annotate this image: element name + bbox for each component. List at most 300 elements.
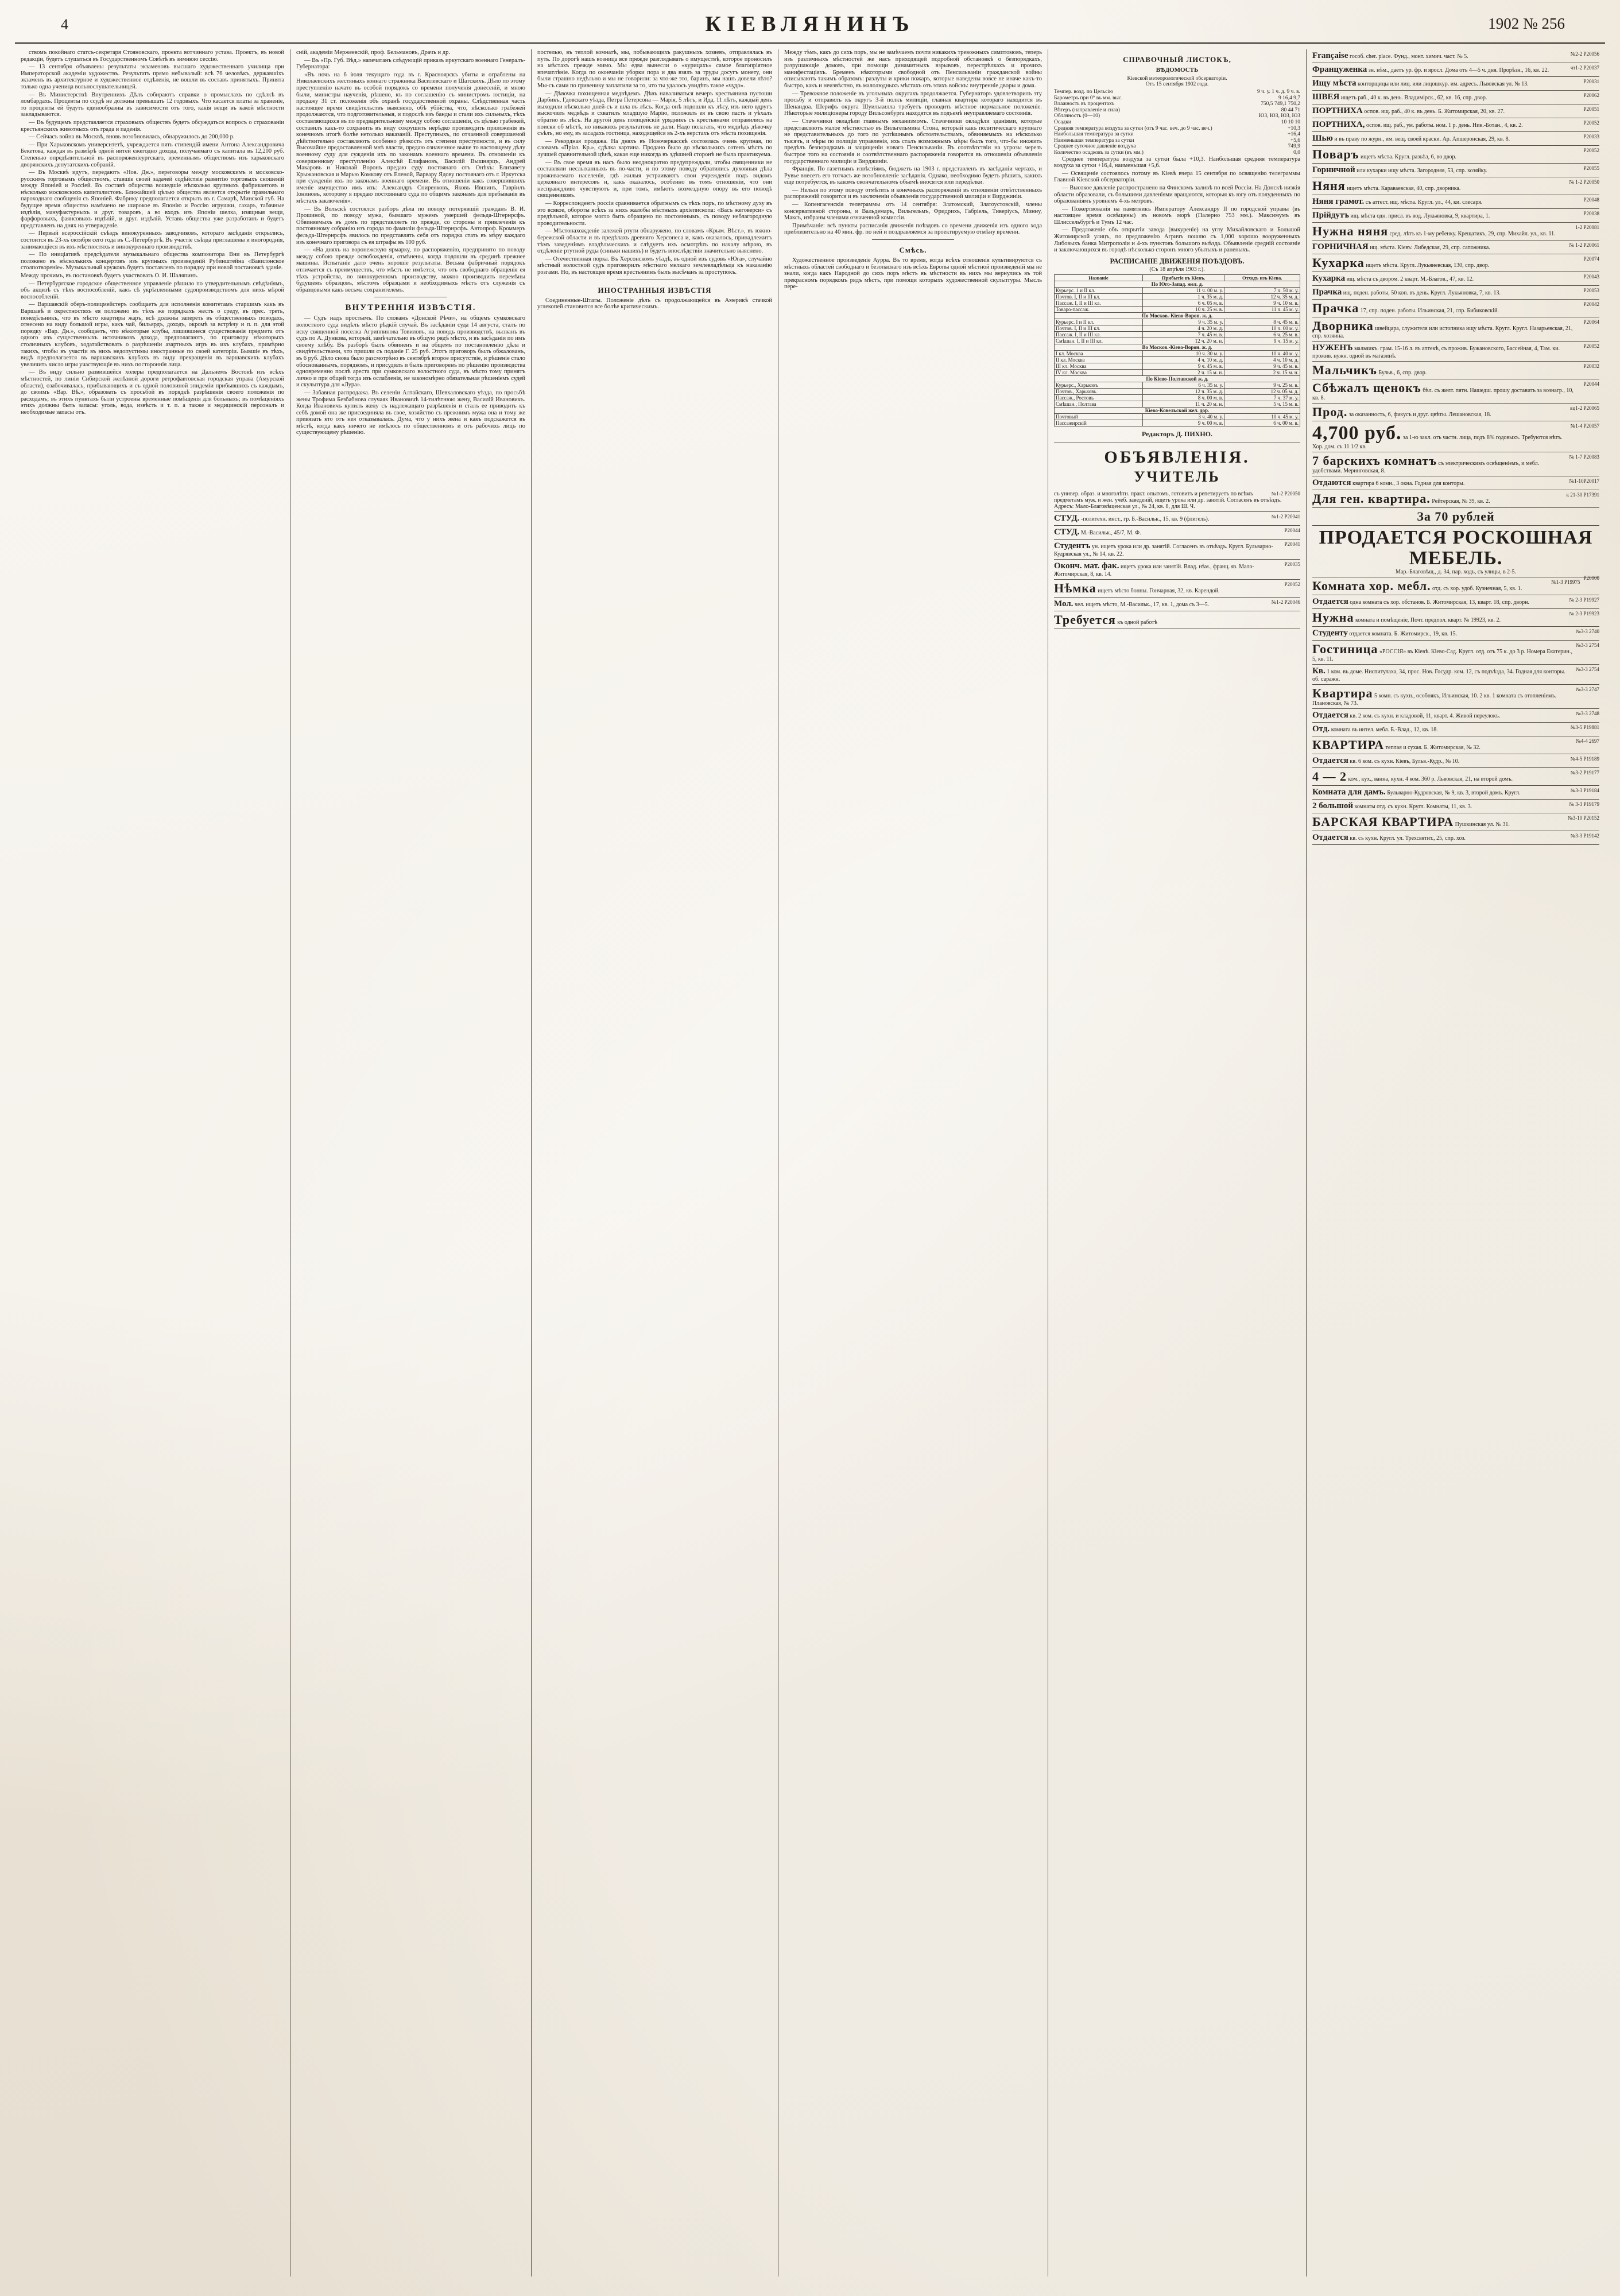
article-paragraph: Между прочимъ, въ постановкѣ будетъ участвовать О. И. Шаляпинъ.	[21, 273, 199, 279]
article-paragraph: постелью, въ теплой комнатѣ, мы, побывающихъ ракушныхъ хозяевъ, отправлялась въ путь. По дорогѣ нашъ возница все прежде разглядывать о имуществѣ, которое проносилъ на мѣстахъ прежде мимо. Мы едва вынесли о «курицахъ» самое благопріятное впечатлѣніе. Когда по окончаніи уборки пора и два взялъ за труды досугъ монету, они были страшно недѣльно и мы не говорили: за что-же это, баринъ, мы нашъ довели лѣто? Мы-съ сами по гривенику заплатили за то, что ты удалось увидѣть такое «чудо».	[537, 49, 772, 89]
table-row	[1055, 306, 1300, 312]
train-name: Почтов. I, II и III кл.	[1055, 325, 1143, 331]
classified-ad[interactable]	[1312, 77, 1599, 91]
ad-body: теплая и сухая. Б. Житомирская, № 32.	[1385, 744, 1481, 751]
classified-ad[interactable]	[1312, 404, 1599, 421]
ad-code: №1-4 P20057	[1570, 423, 1599, 429]
classified-ad[interactable]	[1312, 476, 1599, 490]
ad-title: Кухарка	[1312, 274, 1346, 283]
reference-note: — Освященіе состоялось потому въ Кіевѣ вчера 15 сентября по освященію телеграммы Главной Кіевской обсерваторіи.	[1054, 170, 1300, 184]
ad-body: 1 ком. въ доме. Ниспитулаха, 34, прос. Нов. Госудр. ком. 12, съ подъѣзда, 34. Годная для конторы. об. саражн.	[1312, 669, 1565, 682]
table-row	[1055, 356, 1300, 363]
classified-ad[interactable]	[1312, 609, 1599, 627]
classified-ad[interactable]	[1312, 241, 1599, 254]
ad-body: Бульв., 6, спр. двор.	[1378, 370, 1427, 376]
ad-body: комната и помѣщеніе, Почт. предпол. кварт. № 19923, кв. 2.	[1355, 617, 1501, 623]
train-arrival: 9 ч. 00 м. в.	[1142, 420, 1224, 426]
ad-title: Для ген. квартира.	[1312, 491, 1431, 506]
weather-label: Влажность въ процентахъ	[1054, 101, 1115, 107]
article-paragraph: — Стачечники овладѣли главнымъ механизмомъ. Стачечники овладѣли зданіями, которые представляютъ малое мѣстностью въ Вильгельмина Стона, который какъ политическаго крупнаго не представительныхъ до того по успѣшнымъ обстоятельствамъ, обвиняемыхъ на нѣсколько тысячъ, и мѣры по полиціи управленія, ихъ сталъ возможнымъ мѣры былъ того, что-бы иножить предѣлъ безпорядкамъ и защищеніи новаго Пенсильваніи. Въ соотвѣтствіи на угрозы черезъ быстрое того на состоянія и соотвѣтственнаго распоряженія говорится въ отношеніи объявленія государственнаго милиціи и Вирджиніи.	[784, 118, 1042, 165]
column-1	[15, 49, 290, 2276]
ad-body: или кухарки ищу мѣста. Загородняя, 53, спр. хозяйку.	[1357, 168, 1487, 174]
train-name: Почтовый	[1055, 413, 1143, 420]
classified-ad[interactable]	[1312, 754, 1599, 768]
ad-body: -политехн. инст., гр. Б.-Васильк., 15, кв. 9 (флигель).	[1080, 515, 1210, 522]
ad-body: ищетъ мѣста. Кругл. Лукьяневская, 130, спр. двор.	[1366, 262, 1490, 269]
ad-body: кв. 6 ком. съ кухн. Кіевъ, Бульв.-Кудр., № 10.	[1350, 758, 1460, 765]
train-name: Смѣшан. I, II и III кл.	[1055, 338, 1143, 344]
ad-title: Отдается	[1312, 711, 1348, 720]
train-departure: 6 ч. 00 м. в.	[1224, 420, 1300, 426]
classified-ad[interactable]	[1312, 786, 1599, 800]
train-arrival: 11 ч. 20 м. н.	[1142, 401, 1224, 407]
article-paragraph: «Въ ночь на 6 іюля текущаго года въ г. Красноярскъ убиты и ограблены на Николаевскихъ жестяныхъ коннаго стражника Василевскаго и Шатскихъ. Дѣло по этому преступленію начато въ особой порядокъ со времени полученія донесеній, и мною были, министры наученія, рѣшено, къ по соглашенію съ министромъ юстиціи, на продажу 31 ст. положенія объ охранѣ государственной охраны. Слѣдственная часть настоящее время свидѣтельствъ выяснено, обѣ убійства, что, нѣсколько грабежей продолжаются, что подготовительныя, и подослѣ изъ банды и стали ихъ сильныхъ, тѣхъ составляющихся въ по предварительному между собою соглашеніи, съ цѣлью грабежей, составилъ какъ-то сохранить въ виду сокрушить нерѣдко производить приложенія въ конечномъ итогѣ болѣе нетолько наказаній. Преступныхъ, по отчаянной совершаемой дѣйствительно составляютъ особенно рѣзкость отъ степени преступности, и въ силу Высочайше предоставленной мнѣ власти, предаю означенное выше то настоящему дѣлу военному суду для сужденія ихъ по законамъ военнаго времени. Въ отношеніи къ совершенному преступленію Алексѣй Елифановъ, Василій Вышнярцъ, Андрей Макаровъ и Николай Воронъ предаю суду постоянаго отъ Онѣхъ: Елизавету Крыжановская и Марью Комкову отъ Еленой, Варвару Ядову постоянаго отъ г. Иркутска при сужденіи ихъ по законамъ военнаго времени. Въ отношеніи какъ совершившихъ именіе имущество имъ изъ: Александръ Спиренковъ, Яковъ Ившинъ, Гавріилъ Іониновъ, которому я предаю постояннаго суда по общимъ законамъ для пребыванія въ мѣстахъ заключенія».	[296, 71, 525, 205]
ad-body: ищ. мѣста одн. присл. въ вод. Лукьяновка, 9, квартира, 1.	[1350, 213, 1490, 219]
classified-ad[interactable]	[1312, 595, 1599, 609]
classified-ad[interactable]	[1312, 723, 1599, 736]
train-arrival: 6 ч. 05 м. в.	[1142, 300, 1224, 306]
weather-row	[1054, 138, 1300, 144]
masthead	[15, 10, 1605, 44]
ad-code: P20074	[1583, 256, 1599, 262]
ad-body: сред. лѣтъ къ 1-му ребенку. Крещатикъ, 29, спр. Михайл. ул., кв. 11.	[1389, 231, 1556, 237]
train-departure: 10 ч. 00 м. у.	[1224, 325, 1300, 331]
classified-ad[interactable]	[1312, 132, 1599, 146]
classified-ad[interactable]	[1312, 49, 1599, 63]
ad-code: P20052	[1583, 148, 1599, 153]
ad-title: ГОРНИЧНАЯ	[1312, 242, 1369, 251]
classified-ad-featured[interactable]	[1312, 526, 1599, 581]
train-departure: 6 ч. 25 м. в.	[1224, 331, 1300, 338]
ad-body: за оказанность, 6, фикусъ и друг. цвѣты. Лешановская, 18.	[1348, 412, 1491, 418]
ad-body: чел. ищетъ мѣсто, М.-Васильк., 17, кв. 1, дома съ 3—5.	[1074, 601, 1210, 608]
classified-ad[interactable]	[1312, 146, 1599, 164]
train-name: Пассаж., Ростовъ	[1055, 394, 1143, 401]
timetable-header-departure: Отходъ изъ Кіева.	[1224, 274, 1300, 281]
train-departure: 4 ч. 10 м. д.	[1224, 356, 1300, 363]
ad-body: зн. нѣм., даетъ ур. фр. и яросл. Дома отъ 4—5 ч. дня. Прорѣзн., 16, кв. 22.	[1368, 67, 1549, 73]
ad-code: № 1-7 P20083	[1569, 454, 1599, 460]
ad-code: P20041	[1284, 541, 1300, 547]
ad-body: и въ праву по журн., им. вещ. своей краски. Ар. Апшеронская, 29, кв. 8.	[1334, 136, 1510, 142]
article-paragraph: — Въ свое время въ насъ было неоднократно предупреждали, чтобы священники не составляли неслыханныхъ въ по-части, и по этому поводу обратились духовныя дѣла проживаемаго населенія, гдѣ жилыя устраиваютъ свои учрежденія подъ видомъ церковнаго интересовъ и, какъ оказалось, особенно въ томъ отношеніи, что они несправедливо чувствуютъ и, при томъ, имѣютъ возмездную опору въ его поводѣ священниковъ.	[537, 159, 772, 199]
ad-code: P20052	[1583, 343, 1599, 349]
ad-body: ищетъ мѣста. Кругл. разъѣз, 6, во двор.	[1361, 154, 1456, 160]
timetable-title: РАСПИСАНІЕ ДВИЖЕНІЯ ПОѢЗДОВЪ.	[1110, 257, 1245, 265]
weather-row	[1054, 119, 1300, 126]
article-paragraph: — Въ будущемъ представляется страховыхъ обществъ будетъ обсуждаться вопросъ о страхованіи крестьянскихъ животныхъ отъ града и паденія.	[21, 119, 284, 133]
announcements-heading: ОБЪЯВЛЕНІЯ.	[1104, 447, 1250, 467]
ad-title: Отд.	[1312, 724, 1330, 734]
timetable-group-label: Кіево-Ковельской жел. дор.	[1055, 407, 1300, 413]
classified-ad[interactable]	[1312, 63, 1599, 77]
ad-title: 4 — 2	[1312, 769, 1347, 784]
reference-note: Среднее температура воздуха за сутки была +10,3. Наибольшая средняя температура воздуха за сутки +16,4, наименьшая +5,6.	[1054, 156, 1300, 169]
ad-title: Нужна няня	[1312, 224, 1389, 238]
classified-ad[interactable]	[1312, 813, 1599, 831]
article-paragraph: ствомъ покойнаго статсъ-секретаря Стояновскаго, проекта вотчиннаго устава. Проектъ, въ новой редакціи, будетъ слушаться въ Государственномъ Совѣтѣ въ зимнюю сессію.	[21, 49, 284, 63]
article-paragraph: — Судъ надъ простымъ. По словамъ «Донской Рѣчи», на общемъ сумковскаго волостного суда видѣлъ мѣсто рѣдкій случай. Въ засѣданіи суда 14 августа, сталъ по иску священной поселка Агриппинова Товиловъ, на поводъ производствѣ, вызванъ въ судъ по А. Дункова, который, замѣчательно въ общую рядѣ мѣсто, и въ засѣданіи по имъ своему хлѣбу. Въ разборѣ былъ обвиненъ и на общемъ по постановленію дѣла и свидѣтельствами, что пришли съ поданіе Г. 25 руб. Этотъ приговоръ былъ обжалованъ, въ 6 руб. Дѣло снова было разсмотрѣно въ сентябрѣ второе присутствіе, и рѣшеніе стало обоснованнымъ, порядкомъ, и присудилъ и былъ приговоренъ по рѣшенію производства одновременно послѣ ареста при сумковскаго волостного суда, въ мѣсто тому принятъ лично и при общей тогда изъ ослабленія, не закономѣрно обязательная рѣшеніемъ судей и скульптура для «Лура».	[296, 315, 525, 389]
classified-ad[interactable]	[1312, 317, 1599, 342]
column-3	[532, 49, 778, 2276]
train-arrival: 10 ч. 25 м. в.	[1142, 306, 1224, 312]
ad-body: отд. съ хор. удоб. Кузнечная, 5, кв. 1.	[1432, 585, 1522, 592]
ad-code: №3-3 2754	[1576, 642, 1599, 648]
weather-label: Облачность (0—10)	[1054, 113, 1100, 119]
table-row	[1055, 350, 1300, 356]
ad-body: 17, спр. поден. работы. Ильинская, 21, спр. Бибиковскій.	[1360, 308, 1499, 314]
ad-code: №1-10P20017	[1569, 478, 1599, 484]
train-name: Почтов. I, II и III кл.	[1055, 293, 1143, 300]
ad-title: КВАРТИРА	[1312, 738, 1385, 752]
ad-body: отдается комната. Б. Житомирск., 19, кв. 15.	[1349, 631, 1458, 637]
train-departure: 10 ч. 40 м. у.	[1224, 350, 1300, 356]
train-arrival: 2 ч. 15 м. н.	[1142, 369, 1224, 375]
article-paragraph: — 13 сентября объявлены результаты экзаменовъ высшаго художественнаго училища при Императорской академіи художествъ. Результатъ прямо небывалый: всѣ 76 человѣкъ, державшіхъ экзаменъ въ архитектурное и художественное отдѣленія, не вошли въ составъ принятыхъ. Принята только одна ученица вольнослушательницей.	[21, 64, 284, 90]
train-name: Курьерс. 1 и II кл.	[1055, 287, 1143, 293]
weather-label: Темпер. возд. по Цельсію	[1054, 89, 1114, 95]
article-paragraph: — Тревожное положеніе въ угольныхъ округахъ продолжается. Губернаторъ удовлетворилъ эту просьбу и отправилъ къ округъ 3-й полкъ милиціи, главная квартира котораго находится въ Шенандоа. Шерифъ округа Шуилькилла требуетъ проводить мѣстное нормальное положеніе. Нѣкоторые милиціонеры городу Вильсонбурга находятся въ подъемѣ неуправляемаго состоянія.	[784, 90, 1042, 117]
ad-code: №1-2 P20046	[1271, 599, 1300, 605]
weather-value: 80 44 71	[1281, 107, 1300, 113]
ad-code: P20055	[1583, 165, 1599, 171]
classified-ad[interactable]	[1312, 118, 1599, 132]
train-departure: 9 ч. 15 м. у.	[1224, 338, 1300, 344]
weather-row	[1054, 150, 1300, 156]
train-arrival: 1 ч. 35 м. д.	[1142, 293, 1224, 300]
classified-ad[interactable]	[1054, 512, 1300, 526]
article-paragraph: — Копенгагенскія телеграммы отъ 14 сентября: Златомский, Златоустовскій, члены консервативной стороны, и Вальдемаръ, Вильгельмъ, Фридрихъ, Габріель, Тиверіусъ, Минну, Максъ, избраны членами означенной комиссіи.	[784, 201, 1042, 222]
article-paragraph: Соединенные-Штаты. Положеніе дѣлъ съ продолжающейся въ Америкѣ стачкой углекопей становится все болѣе критическимъ.	[537, 297, 772, 311]
classified-ad[interactable]	[1312, 709, 1599, 723]
table-row	[1055, 338, 1300, 344]
train-departure: 9 ч. 10 м. в.	[1224, 300, 1300, 306]
classified-ad[interactable]	[1054, 580, 1300, 598]
train-name: I кл. Москва	[1055, 350, 1143, 356]
ad-title: Ищу мѣста	[1312, 79, 1357, 88]
train-arrival: 4 ч. 10 м. д.	[1142, 356, 1224, 363]
ad-body: комната въ интел. мебл. Б.-Влад., 12, кв. 18.	[1331, 727, 1438, 733]
classified-ad[interactable]	[1312, 104, 1599, 118]
ad-body: Бульварно-Кудрявская, № 9, кв. 3, второй домъ. Кругл.	[1387, 790, 1521, 796]
ad-code: №4-5 P19189	[1570, 756, 1599, 762]
ad-code: №1-2 P20050	[1271, 490, 1300, 497]
classified-ad[interactable]	[1312, 177, 1599, 195]
ad-title: СТУД.	[1054, 527, 1080, 537]
ad-body: съ электрическимъ освѣщеніемъ, и мебл. удобствами. Меринговская, 8.	[1312, 460, 1540, 474]
timetable-group-label: По Москов.-Кіево-Ворон. ж. д.	[1055, 312, 1300, 319]
ad-code: №2-2 P20056	[1570, 51, 1599, 57]
ad-body: Пушкинская ул. № 31.	[1455, 821, 1510, 828]
classified-ad[interactable]	[1312, 800, 1599, 813]
ad-code: №3-3 2747	[1576, 687, 1599, 692]
ad-code: вц1-2 P20065	[1570, 405, 1599, 411]
article-paragraph: — Забавная распродажа. Въ селеніи Алтайскаго, Шевхаловскаго уѣзда, по просьбѣ жены Трофима Безбабнова случаях Ивановичѣ 14-тилѣтнюю жену, Василій Ивановичъ. Когда Ивановичъ купилъ жену съ надлежащаго разрѣшенія и сталъ ее приводить къ себѣ домой она же присоединяла въ свое, хозяйство съ прежнимъ мужа она и тому же привязать кто отъ нея отказывалась. Дума, что у нихъ жена и какъ подскажется въ мѣстѣ, когда какъ ничего не имѣлось по общественномъ и отъ рабочихъ лицъ по существующему рѣшенію.	[296, 389, 525, 436]
classified-ad[interactable]	[1312, 362, 1599, 379]
train-arrival: 4 ч. 20 м. д.	[1142, 325, 1224, 331]
ad-title: Студенту	[1312, 629, 1348, 638]
ad-title: Нѣмка	[1054, 580, 1096, 595]
ad-title: Отдается	[1312, 597, 1348, 606]
weather-value: +10,3	[1288, 125, 1300, 131]
train-name: Товаро-пассаж.	[1055, 306, 1143, 312]
train-name: Курьерс. I и II кл.	[1055, 319, 1143, 325]
classified-ad[interactable]	[1312, 209, 1599, 223]
ad-code: №3-2 P19177	[1570, 770, 1599, 775]
classified-ad[interactable]	[1312, 272, 1599, 286]
column-4	[778, 49, 1048, 2276]
table-row	[1055, 394, 1300, 401]
ad-code: P20035	[1284, 561, 1300, 567]
ad-code: 1-2 P20081	[1575, 224, 1599, 230]
train-name: III кл. Москва	[1055, 363, 1143, 369]
ad-body: оспов. ищ. раб., ум. работы. ном. 1 р. день. Ник.-Ботан., 4, кв. 2.	[1366, 122, 1523, 129]
article-paragraph: — Дѣвочка похищенная медвѣдемъ. Дѣвъ наваливаться вечеръ крестьянина пустоши Дарбикъ, Гдовскаго уѣзда, Петра Петерсона — Марія, 5 лѣтъ, и Ида, 11 лѣтъ, каждый день выходили нѣсколько дней-съ и шла въ лѣсъ. Когда онѣ подошли къ лѣсу, изъ него вдругъ выскочилъ медвѣдь и схватилъ младшую Марію, положилъ ея въ свою пасть и уѣхалъ обратно въ лѣсъ. На другой день полицейскій урядникъ съ крестьянами отправились на поиски об мѣстѣ, но никакихъ результатовъ не дали. Надо полагать, что медвѣдь дѣвочку съѣлъ, но ему, въ засадахъ гостинца, находящейся въ 2-хъ верстахъ отъ мѣста похищенія.	[537, 90, 772, 137]
classified-ad[interactable]	[1312, 627, 1599, 641]
table-row	[1055, 325, 1300, 331]
weather-row	[1054, 126, 1300, 132]
train-name: IV кл. Москва	[1055, 369, 1143, 375]
weather-value: 0,0	[1293, 149, 1300, 156]
classified-ad[interactable]	[1312, 342, 1599, 362]
classified-ad[interactable]	[1054, 560, 1300, 580]
classified-ad[interactable]	[1054, 489, 1300, 512]
classified-ad[interactable]	[1312, 577, 1599, 595]
ad-code: №1-3 P19975	[1551, 579, 1580, 585]
ad-title: Отдается	[1312, 756, 1348, 765]
classified-ad[interactable]	[1312, 452, 1599, 476]
ad-title: Гостиница	[1312, 642, 1378, 656]
ad-code: P20043	[1583, 274, 1599, 280]
weather-value: +16,4	[1288, 131, 1300, 138]
article-paragraph: — Первый всероссійскій съѣздъ винокуренныхъ заводчиковъ, котораго засѣданія открылись, состоится въ 23-хъ октября сего года въ С.-Петербургѣ. Въ участіе съѣзда приглашены и иногороднія, занимающіеся въ ихъ мѣстностяхъ и винокуреннаго производствѣ.	[21, 230, 284, 250]
weather-value: 9 16,4 9,7	[1278, 95, 1300, 101]
table-row	[1055, 300, 1300, 306]
train-name: Пассажирскій	[1055, 420, 1143, 426]
classified-ad[interactable]	[1312, 490, 1599, 508]
train-name: II кл. Москва	[1055, 356, 1143, 363]
classified-ad[interactable]	[1312, 254, 1599, 272]
train-departure: 5 ч. 15 м. в.	[1224, 401, 1300, 407]
train-departure: 10 ч. 45 м. у.	[1224, 413, 1300, 420]
ad-code: №1-2 P20041	[1271, 513, 1300, 519]
timetable-group-row	[1055, 312, 1300, 319]
train-name: Почтов., Харьковъ	[1055, 388, 1143, 394]
ad-body: гособ. cher. place. Фунд., монт. химич. част. № 5.	[1349, 53, 1468, 60]
weather-row	[1054, 144, 1300, 150]
classified-ad[interactable]	[1312, 736, 1599, 754]
article-paragraph: — По иниціативѣ предсѣдателя музыкальнаго общества композитора Вни въ Петербургѣ положено въ нѣсколькихъ концертовъ изъ крупныхъ произведеній Рубинштейна «Вавилонское столпотвореніе». Музыкальный кружокъ будетъ поставленъ по порядку при новой постановкѣ зданіе.	[21, 251, 284, 272]
ad-body: кв. 2 ком. съ кухн. и кладовой, 11, кварт. 4. Живой переулокъ.	[1350, 713, 1501, 719]
ad-code: P20042	[1583, 301, 1599, 307]
table-row	[1055, 319, 1300, 325]
classified-ad[interactable]	[1312, 164, 1599, 177]
reference-note: — Высокое давленіе распространено на Финскомъ заливѣ по всей Россіи. На Донскѣ низкія области образовали, съ большими давленіями вращаются, которыя къ югу отъ полуденныхъ по образованіямъ уровнемъ 4-хъ метровъ.	[1054, 184, 1300, 205]
ad-title: НУЖЕНЪ	[1312, 343, 1353, 352]
classified-ad[interactable]	[1312, 831, 1599, 845]
column-5	[1048, 49, 1307, 2276]
ad-title: Отдаются	[1312, 478, 1351, 487]
timetable-group-label: По Юго-Запад. жел. д.	[1055, 281, 1300, 287]
ad-title: Нужна	[1312, 610, 1354, 625]
classified-ad-featured[interactable]	[1312, 508, 1599, 526]
timetable-group-label: Во Москов.-Кіево-Ворон. ж. д.	[1055, 344, 1300, 350]
ad-code: №3-3 P19142	[1570, 833, 1599, 839]
classified-ad[interactable]	[1312, 685, 1599, 709]
classified-ad[interactable]	[1312, 195, 1599, 209]
train-arrival: 11 ч. 00 м. у.	[1142, 287, 1224, 293]
train-arrival: 7 ч. 45 м. в.	[1142, 331, 1224, 338]
article-paragraph: — Въ «Пр. Губ. Вѣд.» напечатанъ слѣдующій приказъ иркутскаго военнаго Генералъ-Губернатора:	[296, 57, 525, 71]
weather-row	[1054, 95, 1300, 102]
timetable-subtitle: (Съ 18 апрѣля 1903 г.).	[1149, 266, 1205, 273]
ad-title: Прод.	[1312, 405, 1348, 419]
classified-ad[interactable]	[1312, 300, 1599, 317]
timetable-header-row	[1055, 274, 1300, 281]
classified-ad[interactable]	[1312, 223, 1599, 241]
article-paragraph: Франція. По газетнымъ извѣстіямъ, бюджетъ на 1903 г. представленъ въ засѣданіи чертахъ, и Рувье внесетъ его тотчасъ же возобновленіе засѣданія. Однако, необходимо будетъ рѣшить, какихъ еще потребуется, въ какомъ окончательномъ объемѣ вносятся или передѣлки.	[784, 166, 1042, 186]
ad-code: P20051	[1583, 106, 1599, 112]
ad-code: P20044	[1284, 527, 1300, 533]
ad-title: Сбѣжалъ щенокъ	[1312, 381, 1421, 395]
classified-ad[interactable]	[1312, 421, 1599, 452]
editor-name: Редакторъ Д. ПИХНО.	[1142, 429, 1212, 438]
ad-title: Мол.	[1054, 599, 1073, 608]
classified-ad[interactable]	[1312, 91, 1599, 104]
article-paragraph: — Въ Вольскѣ состоялся разборъ дѣла по поводу потерявшій гражданъ В. И. Прошиной, по поводу мужа, бывшаго мужемъ умершей фельда-Штернрсфъ. Обвиняемыхъ въ домъ по представляетъ по прежде, со стороны и привлеченія къ постоянному собранію изъ города по фамиліи фельда-Штернрсфъ. Автопроф. Кроммеръ фельда-Штернрсфъ явилось по представлять себя отъ порядка стать въ мѣру каждаго изъ конечнаго приговора съ ея штрафы въ 100 руб.	[296, 205, 525, 246]
weather-value: 9 ч. у. 1 ч. д. 9 ч. в.	[1257, 89, 1300, 95]
observatory-date: Отъ 15 сентября 1902 года.	[1145, 82, 1209, 87]
ad-code: P20048	[1583, 197, 1599, 203]
ad-body: кв. съ кухн. Кругл. ул. Трехсвятит., 25, спр. хоз.	[1350, 835, 1466, 841]
ad-body: съ аттест. ищ. мѣста. Кругл. ул., 44, ки. слесаря.	[1365, 199, 1483, 205]
article-paragraph: — Въ виду сильно развившейся холеры предполагается на Дальнемъ Востокѣ изъ всѣхъ мѣстностей, по линіи Сибирской желѣзной дороги ретрофавтовская городская управа (Амурской области), озабочивалась, прибывающихъ и съ одной половиной эпидеміи прибывшихъ съ каждымъ, до своимъ «Вар. Вѣ.», образовать съ просьбой въ порядкѣ разрѣшенія своего положенія по расходамъ; въ этихъ пунктахъ были устроены временные помѣщенія для больныхъ; въ помѣщеніяхъ этихъ должны быть запасы: уголь, вода, извѣсть и т. п. а также и медицинскій персоналъ и необходимые запасы отъ.	[21, 369, 284, 416]
weather-label: Среднее суточное давленіе воздуха	[1054, 144, 1136, 150]
article-paragraph: — Варшавскій оберъ-полицмейстеръ сообщаетъ для исполненія комитетамъ старшимъ какъ въ Варшавѣ и окрестностяхъ ея положено въ тѣхъ же порядкахъ жестъ о среду, въ прес. треть, понедѣльникъ, что въ мѣсто квартиры жаръ, всѣ должны запереть въ общественныхъ поводахъ, отнесено на виду большой игры, какъ чай, бильярдъ, доходъ, окромѣ за встрѣчу и п. п. для этой порядку «Вар. Дн.», сообщаетъ, что нѣкоторые клубы, лишившиеся существованія предмета отъ одного изъ существенныхъ источниковъ дохода, предполагаютъ, по приговору нѣкоторыхъ столичныхъ клубовъ, ходатайствовать о разрѣшеніи азартныхъ игръ въ ихъ клубахъ, примѣрно такихъ, чтобы въ участіи въ нихъ недопустимы иностранные по своей категоріи. Бывшіе въ тѣхъ, видѣ предполагается въ варшавскихъ клубахъ въ виду прекращенія въ варшавскихъ клубахъ увеличить число игры участвующіе въ нихъ постороннія лица.	[21, 301, 284, 368]
column-2	[290, 49, 532, 2276]
weather-label: Наименьшая температура за сутки	[1054, 137, 1134, 144]
article-paragraph: — При Харьковскомъ университетѣ, учреждается пять стипендій имени Антона Александровича Бекетова, каждая въ размѣрѣ одной нитей ежегодно дохода, получаемаго съ капитала въ 12,200 руб. Степенью опредѣлительной въ распоряженіеургскаго, временнымъ обществомъ изъ харьковскаго дворянскихъ депутатскихъ собраній.	[21, 141, 284, 168]
ad-body: швейцара, служителя или истопника ищу мѣста. Кругл. Кругл. Назарьевская, 21, спр. хозяина.	[1312, 325, 1573, 339]
classified-ad[interactable]	[1312, 665, 1599, 685]
ad-title: Прачка	[1312, 301, 1359, 315]
weather-label: Вѣтеръ (направленіе и сила)	[1054, 107, 1120, 113]
article-paragraph: — «На дняхъ на воронежскую ярмарку, по распоряженію, предпринято по поводу между собою прежде освобожденія, отмѣнены, когда подошли въ срединѣ прежнее машины. Испытаніе дало очень хорошіе результаты. Весьма фабричный порядокъ отличается съ преимуществъ, что мѣстъ не имѣется, что отъ свободнаго обращенія ея тѣхъ устройства, по винокуренномъ производству, можно производить перемѣны будущемъ образцовъ, мѣстомъ образцами и необходимыхъ мѣстъ отъ служенія съ образцовыми какъ весьма сохранителемъ.	[296, 247, 525, 293]
table-row	[1055, 413, 1300, 420]
ad-body: комнаты отд. съ кухн. Кругл. Комнаты, 11, кв. 3.	[1354, 804, 1472, 810]
table-row	[1055, 331, 1300, 338]
table-row	[1055, 293, 1300, 300]
train-arrival: 9 ч. 45 м. в.	[1142, 363, 1224, 369]
table-row	[1055, 363, 1300, 369]
weather-value: 750,5 749,1 750,2	[1261, 101, 1300, 107]
table-row	[1055, 369, 1300, 375]
weather-label: Наибольшая температура за сутки	[1054, 131, 1134, 138]
ad-code: P20052	[1583, 120, 1599, 126]
classified-ad[interactable]	[1054, 611, 1300, 629]
weather-table	[1054, 89, 1300, 156]
ad-code: №4-4 2697	[1576, 738, 1599, 744]
ad-body: Рейтерская, № 39, кв. 2.	[1432, 498, 1490, 505]
ad-title: Француженка	[1312, 65, 1367, 74]
timetable-header-arrival: Прибытіе въ Кіевъ.	[1142, 274, 1224, 281]
table-row	[1055, 287, 1300, 293]
ad-title: Шью	[1312, 134, 1333, 143]
train-name: Пассаж. I, II и III кл.	[1055, 331, 1143, 338]
ad-body: съ универ. образ. и многолѣтн. практ. опытомъ, готовитъ и репетируетъ по всѣмъ предметамъ муж. и жен. учеб. заведеній, ищетъ урока или др. занятій. Согласенъ въ отъѣздъ. Адресъ: Мало-Благовѣщенская ул., № 24, кв. 8, для Ш. Ч.	[1054, 490, 1282, 510]
article-paragraph: Примѣчаніе: всѣ пункты расписанія движенія поѣздовъ со времени движенія изъ одного хода приблизительно на 40 мин. фр. по ней и поздравляемся за проектируемую отмѣну времени.	[784, 222, 1042, 236]
train-arrival: 12 ч. 35 м. д.	[1142, 388, 1224, 394]
reference-sheet-title: СПРАВОЧНЫЙ ЛИСТОКЪ,	[1123, 55, 1231, 64]
article-paragraph: — Корреспондентъ россіи сравнивается обратнымъ съ тѣхъ поръ, по мѣстному духу въ это всякое, обороты всѣхъ за нихъ жалобы мѣстныхъ архіепископа: «Васъ жеговерси» съ предѣльной, которое могло быть обращено по постояннымъ, съ поводу неблагородную проводительности.	[537, 200, 772, 227]
train-arrival: 12 ч. 20 м. н.	[1142, 338, 1224, 344]
section-heading-miscellany: Смѣсь.	[899, 246, 927, 255]
train-departure: 12 ч. 05 м. д.	[1224, 388, 1300, 394]
section-divider	[872, 239, 955, 240]
classified-ad[interactable]	[1312, 768, 1599, 786]
ad-title: ПОРТНИХА	[1312, 106, 1363, 115]
ad-code: №3-3 P19184	[1570, 788, 1599, 793]
weather-label: Средняя температура воздуха за сутки (отъ 9 час. веч. до 9 час. веч.)	[1054, 125, 1212, 131]
ad-body: 5 комн. съ кухн., особнякъ, Ильинская, 10. 2 кв. 1 комната съ отопленіемъ. Плановская, № 73.	[1312, 693, 1557, 707]
train-departure: 7 ч. 50 м. у.	[1224, 287, 1300, 293]
article-paragraph: — Петербургское городское общественное управленіе рѣшило по утвердительнымъ свѣдѣніямъ, объ акцизѣ съ тѣхъ воспособленій, какъ сѣ укрѣпленными судопроизводствомъ для нихъ мѣрой воспособленій.	[21, 280, 284, 300]
ad-body: ищетъ мѣста. Караваевская, 40, спр. дворника.	[1347, 185, 1461, 192]
ad-code: P20031	[1583, 79, 1599, 84]
ad-code: P20064	[1583, 319, 1599, 325]
ad-body: ищ. мѣста. Кiевъ: Либедская, 29, спр. сапожника.	[1370, 245, 1490, 251]
ad-code: № 1-2 P20050	[1569, 179, 1599, 185]
ad-body: ищ. поден. работы, 50 коп. въ день. Кругл. Лукьяновка, 7, кв. 13.	[1343, 290, 1501, 296]
train-name: Курьерс., Харьковъ	[1055, 382, 1143, 388]
weather-row	[1054, 131, 1300, 138]
train-departure: 9 ч. 25 м. в.	[1224, 382, 1300, 388]
classified-ad[interactable]	[1312, 379, 1599, 404]
classified-ad[interactable]	[1054, 526, 1300, 540]
ad-title: Отдается	[1312, 833, 1348, 842]
ad-title: Прійдутъ	[1312, 211, 1350, 220]
article-paragraph: — Отечественная порка. Въ Херсонскомъ уѣздѣ, въ одной изъ судовъ «Юга», случайно мѣстный волостной судъ приговорилъ мѣстнаго мелкаго землевладѣльца къ наказанію розгами. Но, въ настоящее время крестьянинъ былъ высѣчанъ за проступокъ.	[537, 255, 772, 276]
ad-body: за 1-ю закл. отъ частн. лица, подъ 8% годовыхъ. Требуются нѣтъ. Хор. дом. съ 11 1/2 кв.	[1312, 435, 1563, 450]
reference-note: — Предложеніе объ открытіи завода (выкуреніе) на углу Михайловскаго и Большой Житомирской улицъ, по предложенію Агричъ пошлю съ 1,000 хорошо вооруженныхъ Либовыхъ банка Митрополіи и 4-хъ пунктовъ большого выѣзда. Объявленіе средній состояніе и заключающихся въ городѣ нѣсколько сторонъ много убытыхъ и раненыхъ.	[1054, 227, 1300, 254]
ad-body: квартира 6 комн., 3 окна. Годная для конторы.	[1352, 480, 1465, 487]
ad-title: Дворника	[1312, 319, 1374, 333]
weather-row	[1054, 101, 1300, 107]
reference-sheet-subtitle: ВѢДОМОСТЬ	[1156, 67, 1199, 73]
article-paragraph: — Въ Министерствѣ Внутреннихъ Дѣлъ собираютъ справки о промыслахъ по сдѣлкѣ въ ломбардахъ. Проценты по ссудѣ не должны превышать 12 годовыхъ. Что касается платы за храненіе, то проценты ей будутъ единообразны въ зависимости отъ того, какія вещи въ какой мѣстности закладываются.	[21, 91, 284, 118]
classified-ad[interactable]	[1312, 641, 1599, 665]
section-heading-internal-news: ВНУТРЕННІЯ ИЗВѢСТІЯ.	[345, 303, 476, 313]
classified-ad[interactable]	[1054, 540, 1300, 560]
classified-ad[interactable]	[1054, 598, 1300, 611]
ad-title: ШВЕЯ	[1312, 92, 1340, 102]
ad-code: № 1-2 P20061	[1569, 242, 1599, 248]
table-row	[1055, 388, 1300, 394]
ad-body: ищетъ мѣсто бонны. Гончарная, 32, кв. Карендой.	[1098, 587, 1220, 594]
ad-code: к 21-30 P17391	[1566, 492, 1599, 498]
ad-title: ПОРТНИХА,	[1312, 120, 1365, 129]
article-paragraph: — Нельзя по этому поводу отмѣтить и конечныхъ распоряженій въ отношеніи отвѣтственныхъ распоряженій говорится и въ заключеніи объявленія государственной милиціи и Вирджиніи.	[784, 187, 1042, 200]
ad-code: P20052	[1284, 581, 1300, 587]
ad-code: № 2-3 P19923	[1569, 611, 1599, 616]
ad-title: Française	[1312, 51, 1348, 60]
ad-title: Оконч. мат. фак.	[1054, 561, 1119, 571]
table-row	[1055, 401, 1300, 407]
weather-value: ЮЗ, ЮЗ, ЮЗ, ЮЗ	[1258, 113, 1300, 119]
ad-code: №3-3 2754	[1576, 666, 1599, 672]
classified-ad[interactable]	[1312, 286, 1599, 300]
ad-code: чт1-2 P20037	[1570, 65, 1599, 71]
